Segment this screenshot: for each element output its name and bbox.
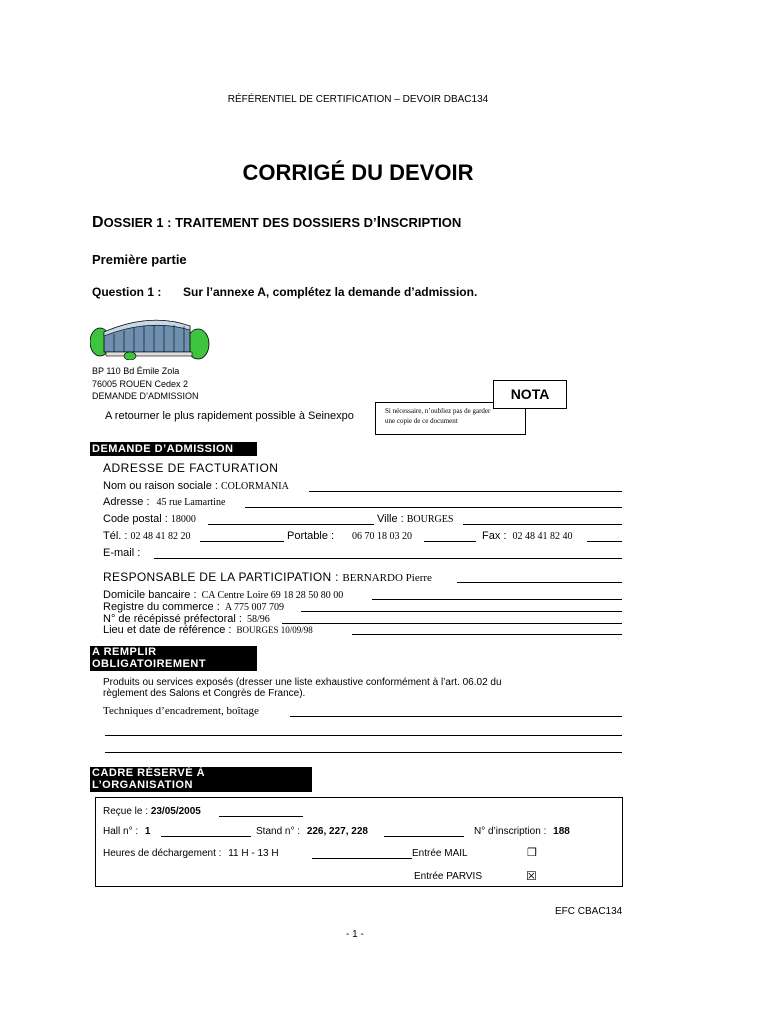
produits-line-3 [105, 752, 622, 753]
facturation-heading: ADRESSE DE FACTURATION [103, 461, 279, 475]
lieu-line [352, 634, 622, 635]
nom-row [103, 480, 289, 492]
remplir-text-1: Produits ou services exposés (dresser une liste exhaustive conformément à l’art. 06.02 du [103, 677, 502, 688]
code-postal-row [103, 513, 196, 525]
page-number: - 1 - [346, 929, 364, 940]
responsable-label: RESPONSABLE DE LA PARTICIPATION : [103, 570, 339, 584]
tel-label: Tél. : [103, 530, 128, 542]
lieu-row [103, 624, 313, 636]
stand-row [256, 826, 368, 837]
domicile-value: CA Centre Loire 69 18 28 50 80 00 [201, 590, 344, 601]
stand-value: 226, 227, 228 [306, 826, 368, 837]
remplir-heading: A REMPLIR OBLIGATOIREMENT [90, 646, 257, 671]
responsable-line [457, 582, 622, 583]
stand-label: Stand n° : [256, 826, 301, 837]
lieu-value: BOURGES 10/09/98 [236, 625, 313, 635]
produits-line-1 [290, 716, 622, 717]
hall-value: 1 [144, 826, 151, 837]
sender-address-line-2: 76005 ROUEN Cedex 2 [92, 379, 189, 389]
email-line [154, 558, 622, 559]
recue-value: 23/05/2005 [150, 806, 201, 817]
hall-row [103, 826, 150, 837]
nom-value: COLORMANIA [221, 481, 289, 492]
code-postal-value: 18000 [170, 514, 196, 525]
produits-line-2 [105, 735, 622, 736]
section-title: Première partie [92, 252, 187, 267]
responsable-value: BERNARDO Pierre [342, 572, 432, 584]
adresse-row [103, 496, 225, 508]
hall-line [161, 836, 251, 837]
inscription-value: 188 [553, 826, 570, 837]
heures-row [103, 848, 279, 859]
sender-address-line-3: DEMANDE D’ADMISSION [92, 391, 199, 401]
nota-text-2: une copie de ce document [385, 417, 458, 425]
hall-label: Hall n° : [103, 826, 139, 837]
remplir-text-2: règlement des Salons et Congrès de France). [103, 688, 306, 699]
registre-line [301, 611, 622, 612]
responsable-row [103, 570, 432, 584]
domicile-label: Domicile bancaire : [103, 589, 197, 601]
portable-label: Portable : [287, 530, 335, 542]
nota-title-box [493, 380, 567, 409]
question-text: Sur l’annexe A, complétez la demande d’admission. [183, 285, 478, 299]
heures-line [312, 858, 412, 859]
stand-line [384, 836, 464, 837]
nom-line [309, 491, 622, 492]
fax-value: 02 48 41 82 40 [512, 531, 573, 542]
portable-row [287, 530, 334, 542]
recue-line [219, 816, 303, 817]
exhibition-hall-logo [90, 314, 210, 360]
portable-line [424, 541, 476, 542]
inscription-label: N° d’inscription : [474, 826, 547, 837]
portable-value: 06 70 18 03 20 [352, 531, 412, 542]
demande-heading: DEMANDE D’ADMISSION [90, 442, 257, 456]
tel-line [200, 541, 284, 542]
adresse-value: 45 rue Lamartine [156, 497, 226, 508]
entree-mail-label: Entrée MAIL [412, 848, 468, 859]
lieu-label: Lieu et date de référence : [103, 624, 232, 636]
ville-value: BOURGES [406, 514, 454, 525]
recue-row [103, 806, 201, 817]
recue-label: Reçue le : [103, 806, 149, 817]
adresse-label: Adresse : [103, 496, 150, 508]
dossier-heading: DOSSIER 1 : TRAITEMENT DES DOSSIERS D’INSCRIPTION [92, 214, 462, 231]
tel-value: 02 48 41 82 20 [130, 531, 191, 542]
inscription-row [474, 826, 570, 837]
code-postal-label: Code postal : [103, 513, 168, 525]
fax-row [482, 530, 573, 542]
ville-row [377, 513, 453, 525]
heures-value: 11 H - 13 H [228, 848, 279, 859]
ville-label: Ville : [377, 513, 404, 525]
entree-mail-checkbox[interactable]: ❒ [527, 847, 537, 859]
entree-parvis-label: Entrée PARVIS [414, 871, 482, 882]
recepisse-label: N° de récépissé préfectoral : [103, 613, 242, 625]
fax-label: Fax : [482, 530, 507, 542]
page-title: CORRIGÉ DU DEVOIR [242, 160, 474, 185]
registre-label: Registre du commerce : [103, 601, 220, 613]
heures-label: Heures de déchargement : [103, 848, 222, 859]
running-header: RÉFÉRENTIEL DE CERTIFICATION – DEVOIR DBAC134 [227, 94, 489, 105]
adresse-line [245, 507, 622, 508]
registre-row [103, 601, 284, 613]
code-postal-line [208, 524, 374, 525]
recepisse-value: 58/96 [246, 614, 270, 625]
tel-row [103, 530, 191, 542]
domicile-row [103, 589, 343, 601]
nota-title: NOTA [510, 386, 550, 402]
nota-text-1: Si nécessaire, n’oubliez pas de garder [385, 407, 491, 415]
nom-label: Nom ou raison sociale : [103, 480, 218, 492]
domicile-line [372, 599, 622, 600]
email-label: E-mail : [103, 547, 141, 559]
registre-value: A 775 007 709 [224, 602, 284, 613]
recepisse-line [282, 623, 622, 624]
ville-line [463, 524, 622, 525]
footer-code: EFC CBAC134 [555, 906, 623, 917]
return-instruction: A retourner le plus rapidement possible à Seinexpo [105, 410, 354, 422]
fax-line [587, 541, 622, 542]
email-row [103, 547, 140, 559]
cadre-heading: CADRE RÉSERVÉ À L’ORGANISATION [90, 767, 312, 792]
produits-value: Techniques d’encadrement, boîtage [103, 705, 259, 717]
question-label: Question 1 : [92, 285, 162, 299]
sender-address-line-1: BP 110 Bd Émile Zola [92, 366, 180, 376]
entree-parvis-checkbox[interactable]: ☒ [526, 869, 537, 883]
